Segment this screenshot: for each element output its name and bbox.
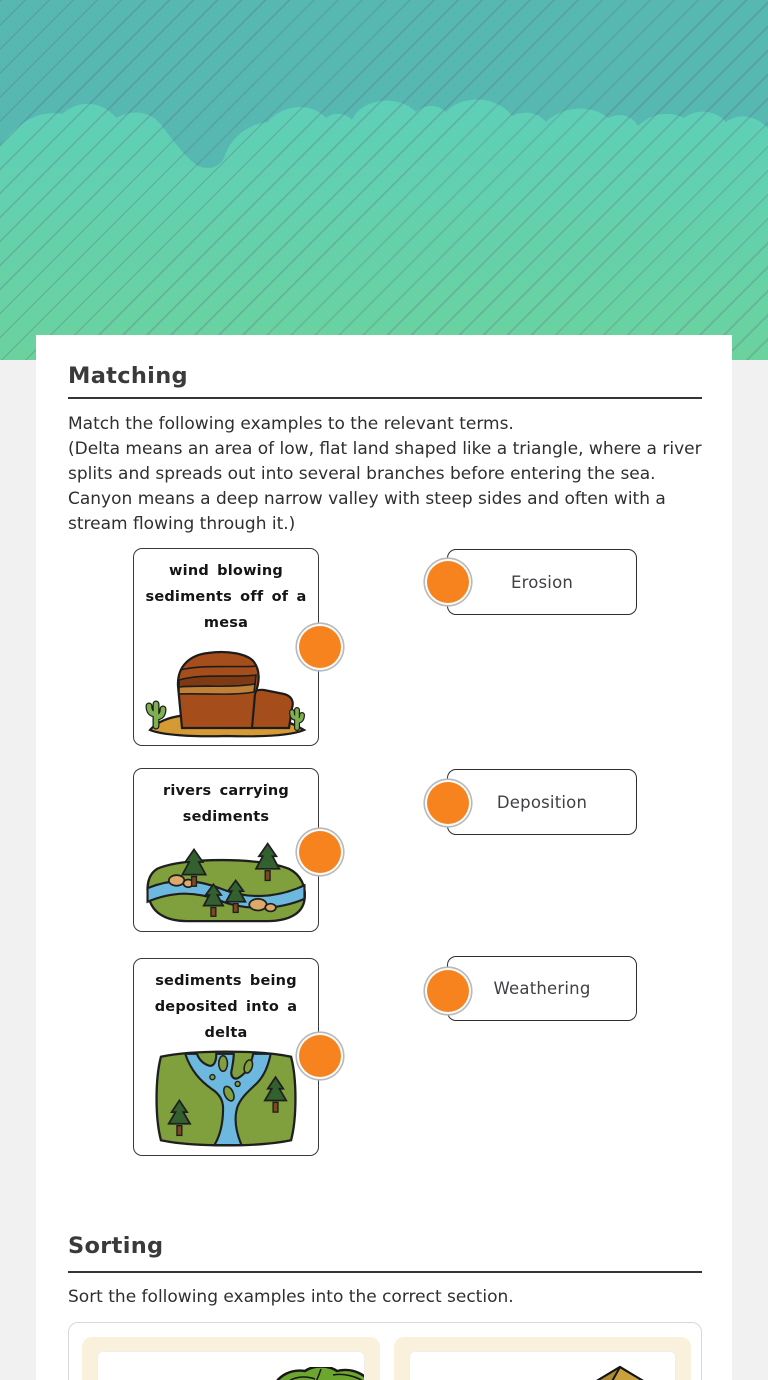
sorting-bin-left[interactable] xyxy=(82,1337,380,1380)
header-banner xyxy=(0,0,768,360)
match-connector-dot-term-erosion[interactable] xyxy=(427,561,469,603)
match-term-weathering[interactable] xyxy=(447,956,637,1021)
matching-instructions-line2: (Delta means an area of low, flat land shaped like a triangle, where a river splits and spreads out into several branches before entering the sea. Canyon means a deep narrow valley with steep sides and often with a stream flowing through it.) xyxy=(68,439,702,534)
section-title-sorting: Sorting xyxy=(68,1233,164,1259)
term-label: Weathering xyxy=(493,979,591,998)
sorting-instructions: Sort the following examples into the correct section. xyxy=(68,1287,514,1307)
sorting-item-card[interactable] xyxy=(409,1351,676,1380)
worksheet-card xyxy=(36,335,732,1380)
delta-illustration xyxy=(150,1048,302,1149)
match-term-erosion[interactable] xyxy=(447,549,637,615)
diagonal-stripes-overlay xyxy=(0,0,768,360)
sorting-board xyxy=(68,1322,702,1380)
section-title-matching: Matching xyxy=(68,363,188,389)
mesa-illustration xyxy=(142,638,310,738)
term-label: Deposition xyxy=(496,792,588,812)
sand-dune-illustration xyxy=(588,1365,652,1380)
match-card-caption: rivers carrying sediments xyxy=(162,783,290,825)
match-connector-dot-card-river[interactable] xyxy=(299,831,341,873)
match-connector-dot-card-delta[interactable] xyxy=(299,1035,341,1077)
match-image-card-river[interactable] xyxy=(133,768,319,932)
sorting-item-card[interactable] xyxy=(97,1351,365,1380)
match-image-card-delta[interactable] xyxy=(133,958,319,1156)
match-connector-dot-card-mesa[interactable] xyxy=(299,626,341,668)
sorting-title-divider xyxy=(68,1271,702,1273)
match-image-card-mesa[interactable] xyxy=(133,548,319,746)
matching-title-divider xyxy=(68,397,702,399)
match-card-caption: wind blowing sediments off of a mesa xyxy=(145,563,307,631)
river-illustration xyxy=(141,832,311,925)
match-term-deposition[interactable] xyxy=(447,769,637,835)
matching-instructions-line1: Match the following examples to the relevant terms. xyxy=(68,414,514,434)
term-label: Erosion xyxy=(510,572,574,592)
matching-instructions xyxy=(68,412,708,537)
match-connector-dot-term-weathering[interactable] xyxy=(427,970,469,1012)
green-hills-illustration xyxy=(271,1367,365,1380)
match-connector-dot-term-deposition[interactable] xyxy=(427,782,469,824)
match-card-caption: sediments being deposited into a delta xyxy=(154,973,298,1041)
sorting-bin-right[interactable] xyxy=(394,1337,691,1380)
